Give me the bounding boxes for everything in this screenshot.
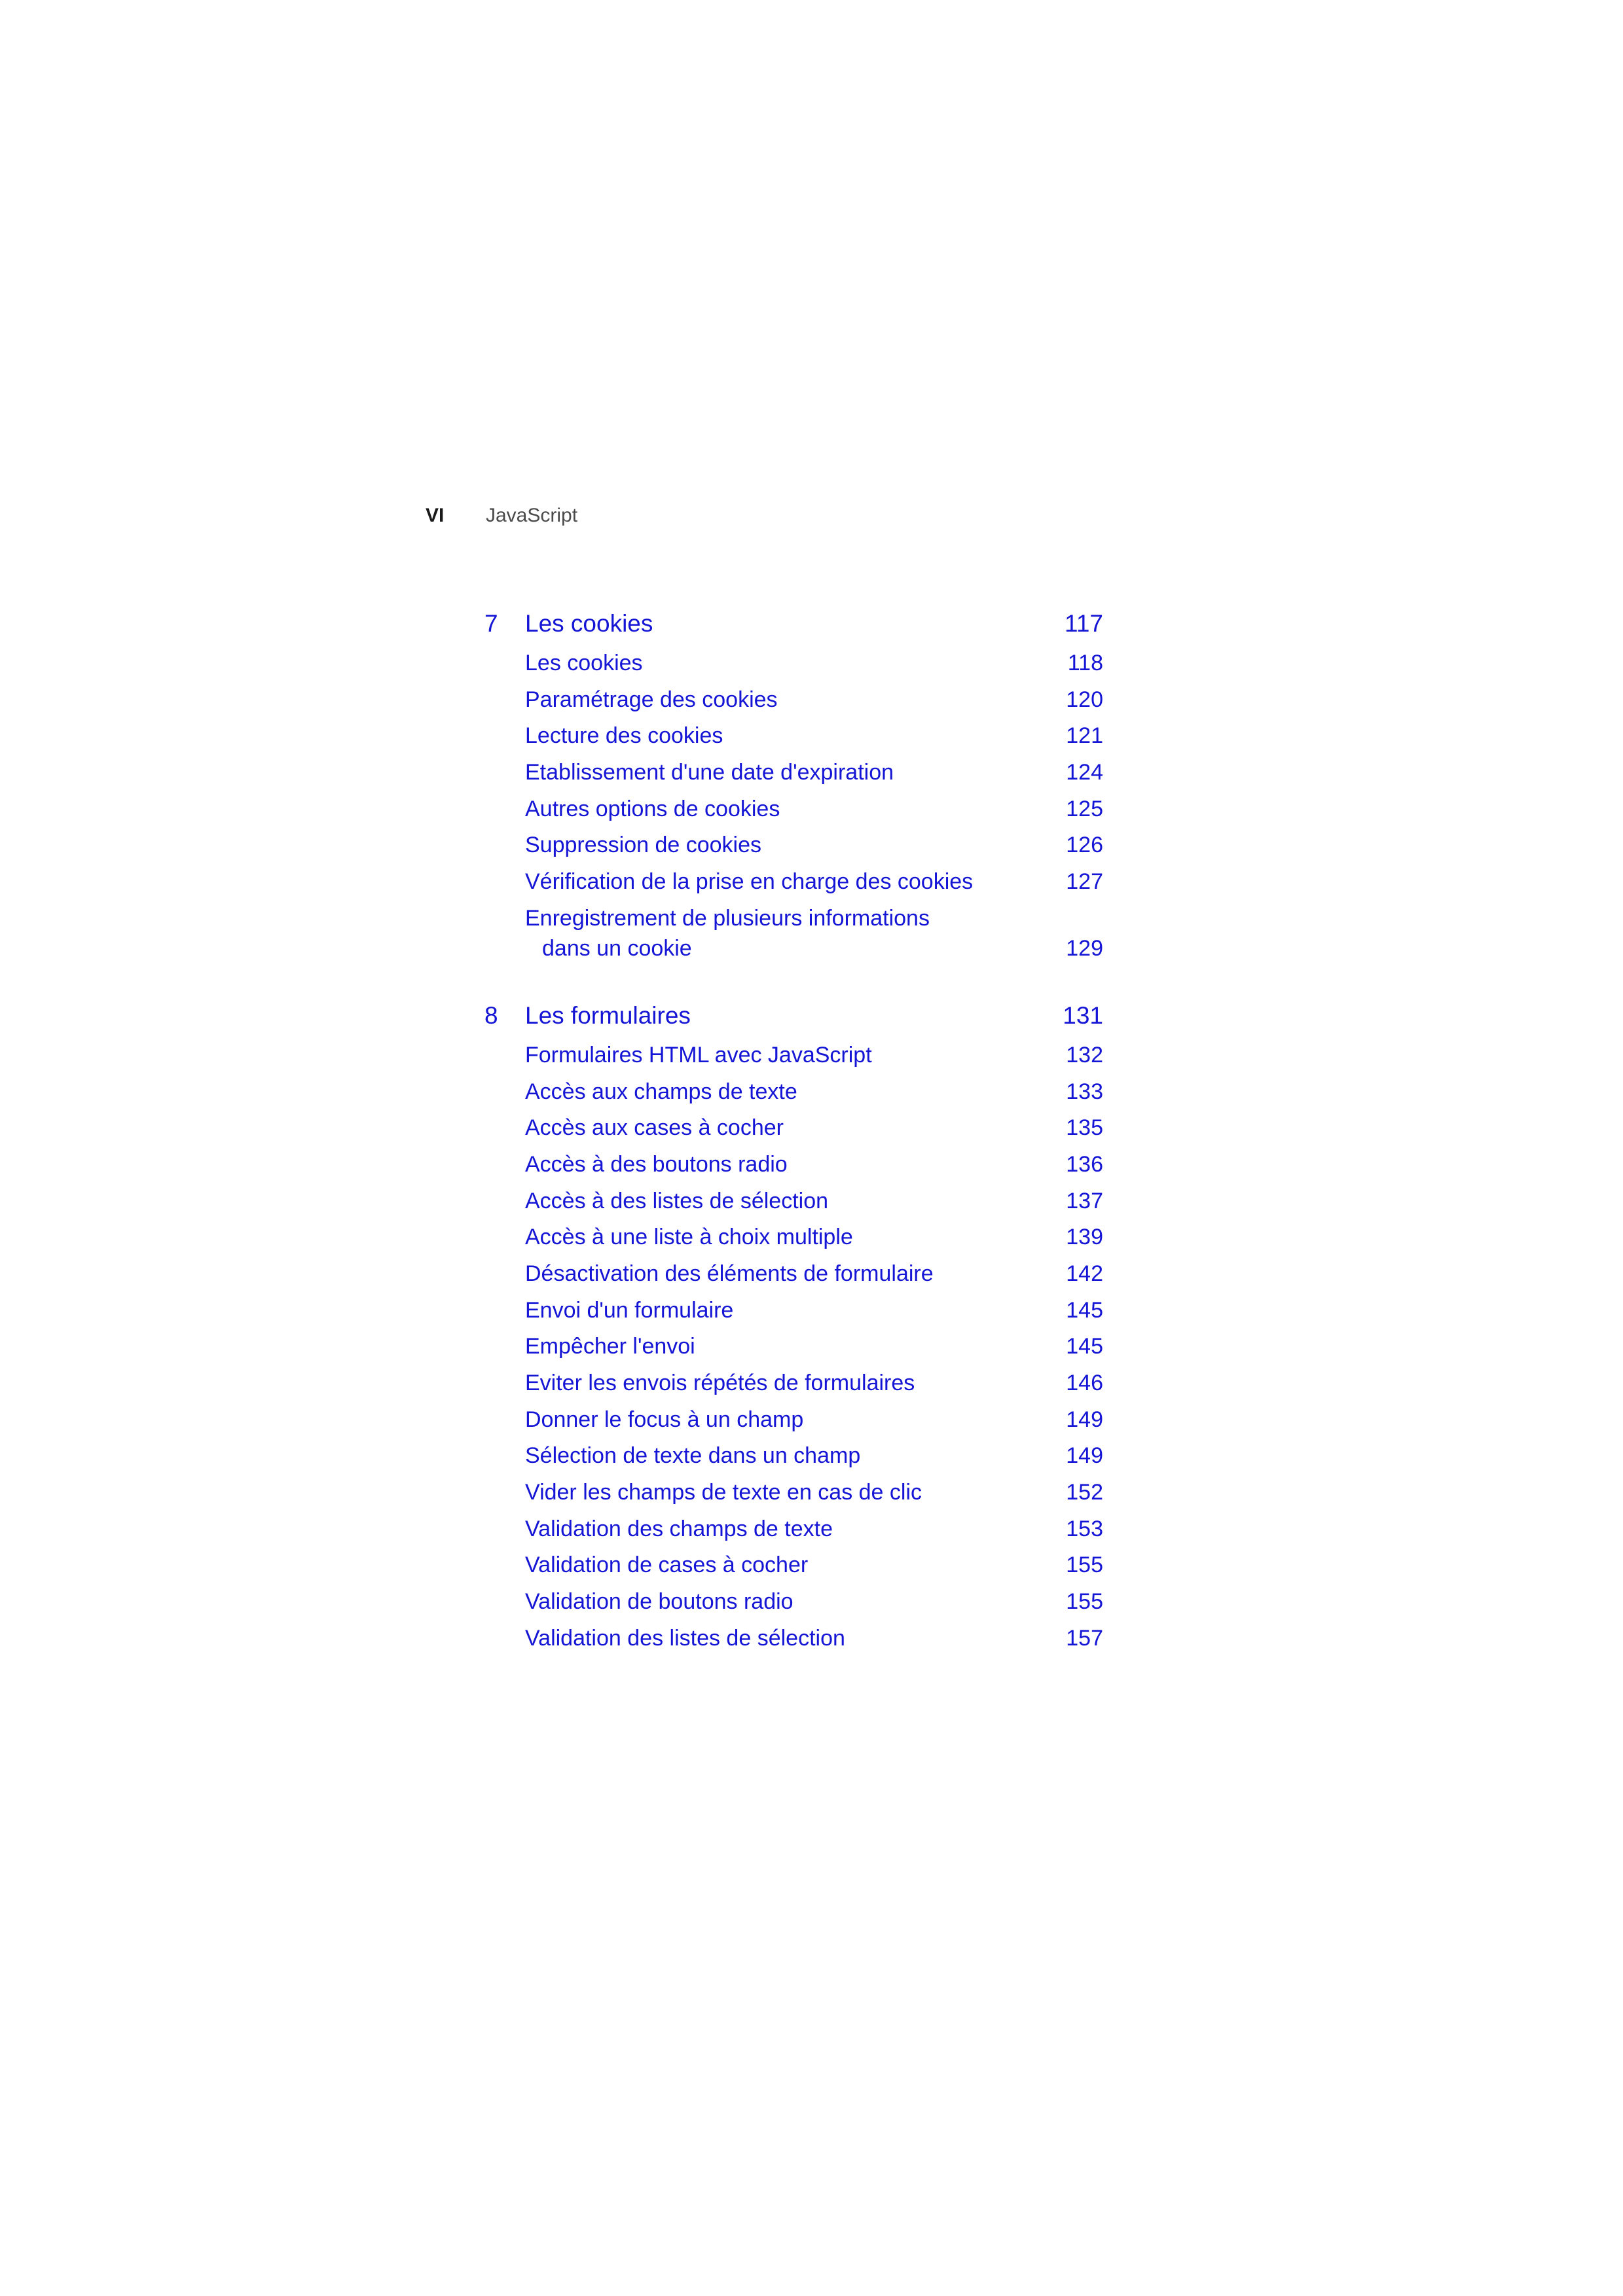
entry-title: Validation des champs de texte [525, 1516, 833, 1541]
entry-page-number: 120 [1066, 687, 1103, 712]
entry-title: Donner le focus à un champ [525, 1407, 804, 1432]
entry-page-number: 155 [1066, 1589, 1103, 1615]
chapter-page-number: 131 [1063, 1001, 1103, 1029]
entry-title: Accès aux cases à cocher [525, 1115, 784, 1141]
entry-title: Suppression de cookies [525, 833, 762, 858]
entry-title: Enregistrement de plusieurs informations [525, 905, 930, 931]
entry-page-number: 149 [1066, 1407, 1103, 1432]
toc-entry-link[interactable] [484, 864, 1103, 901]
toc-entry-link[interactable] [484, 1621, 1103, 1657]
toc-entry-link[interactable] [484, 1547, 1103, 1584]
toc-entry-link[interactable] [484, 827, 1103, 864]
entry-title: Sélection de texte dans un champ [525, 1443, 861, 1469]
entry-title: Accès à une liste à choix multiple [525, 1225, 853, 1250]
toc-entry-link[interactable] [484, 718, 1103, 755]
entry-page-number: 121 [1066, 723, 1103, 749]
entry-title: Eviter les envois répétés de formulaires [525, 1371, 915, 1395]
chapter-title: Les cookies [525, 610, 653, 637]
table-of-contents [484, 605, 1103, 1687]
entry-title: Autres options de cookies [525, 796, 780, 821]
entry-title: Désactivation des éléments de formulaire [525, 1261, 934, 1286]
toc-entry-link[interactable] [484, 1329, 1103, 1365]
entry-title: Accès aux champs de texte [525, 1079, 797, 1104]
chapter-number: 8 [484, 1001, 498, 1029]
entry-title: Lecture des cookies [525, 723, 723, 749]
entry-page-number: 137 [1066, 1188, 1103, 1213]
entry-title: Accès à des listes de sélection [525, 1188, 829, 1213]
toc-entry-link[interactable] [484, 791, 1103, 828]
entry-page-number: 129 [1066, 935, 1103, 961]
entry-title: Vérification de la prise en charge des cookies [525, 869, 974, 895]
entry-page-number: 145 [1066, 1334, 1103, 1359]
entry-page-number: 153 [1066, 1516, 1103, 1541]
entry-title: Les cookies [525, 651, 643, 675]
entry-page-number: 124 [1066, 760, 1103, 785]
chapter-heading-link[interactable] [484, 997, 1103, 1035]
entry-page-number: 133 [1066, 1079, 1103, 1104]
entry-page-number: 146 [1066, 1371, 1103, 1395]
toc-entry-link[interactable] [484, 1475, 1103, 1511]
toc-entry-link[interactable] [484, 645, 1103, 682]
entry-page-number: 145 [1066, 1297, 1103, 1323]
entry-page-number: 152 [1066, 1480, 1103, 1505]
chapter-number: 7 [484, 610, 498, 637]
toc-entry-link[interactable] [484, 1511, 1103, 1548]
toc-entry-link[interactable] [484, 1256, 1103, 1293]
toc-entry-link[interactable] [484, 1074, 1103, 1111]
toc-chapter [484, 605, 1103, 967]
toc-chapter [484, 997, 1103, 1657]
entry-title: Accès à des boutons radio [525, 1151, 788, 1177]
entry-page-number: 155 [1066, 1552, 1103, 1578]
toc-entry-link[interactable] [484, 901, 1103, 967]
toc-entry-link[interactable] [484, 1183, 1103, 1220]
toc-entry-link[interactable] [484, 1110, 1103, 1147]
entry-page-number: 136 [1066, 1151, 1103, 1177]
entry-page-number: 149 [1066, 1443, 1103, 1469]
toc-entry-link[interactable] [484, 682, 1103, 719]
entry-page-number: 139 [1066, 1225, 1103, 1250]
entry-page-number: 157 [1066, 1625, 1103, 1651]
chapter-heading-link[interactable] [484, 605, 1103, 643]
entry-title: Envoi d'un formulaire [525, 1297, 734, 1323]
entry-title: Validation de cases à cocher [525, 1552, 809, 1578]
entry-title-continuation: dans un cookie [542, 935, 692, 961]
running-header [426, 503, 577, 529]
entry-page-number: 127 [1066, 869, 1103, 895]
chapter-title: Les formulaires [525, 1001, 691, 1029]
toc-entry-link[interactable] [484, 1219, 1103, 1256]
entry-title: Formulaires HTML avec JavaScript [525, 1042, 872, 1067]
toc-entry-link[interactable] [484, 1365, 1103, 1402]
book-title: JavaScript [486, 505, 578, 526]
entry-page-number: 142 [1066, 1261, 1103, 1286]
toc-entry-link[interactable] [484, 1293, 1103, 1329]
entry-title: Vider les champs de texte en cas de clic [525, 1480, 922, 1505]
entry-page-number: 132 [1066, 1042, 1103, 1067]
toc-entry-link[interactable] [484, 1438, 1103, 1475]
entry-title: Validation des listes de sélection [525, 1625, 845, 1651]
entry-page-number: 125 [1066, 796, 1103, 821]
entry-title: Validation de boutons radio [525, 1589, 793, 1615]
page-folio: VI [426, 505, 445, 526]
toc-entry-link[interactable] [484, 1037, 1103, 1074]
entry-page-number: 126 [1066, 833, 1103, 858]
toc-entry-link[interactable] [484, 1147, 1103, 1183]
entry-title: Empêcher l'envoi [525, 1334, 695, 1359]
chapter-page-number: 117 [1065, 610, 1103, 637]
toc-entry-link[interactable] [484, 1402, 1103, 1439]
toc-entry-link[interactable] [484, 1584, 1103, 1621]
toc-entry-link[interactable] [484, 755, 1103, 791]
entry-page-number: 135 [1066, 1115, 1103, 1141]
entry-title: Etablissement d'une date d'expiration [525, 760, 894, 785]
entry-page-number: 118 [1067, 651, 1103, 675]
entry-title: Paramétrage des cookies [525, 687, 778, 712]
